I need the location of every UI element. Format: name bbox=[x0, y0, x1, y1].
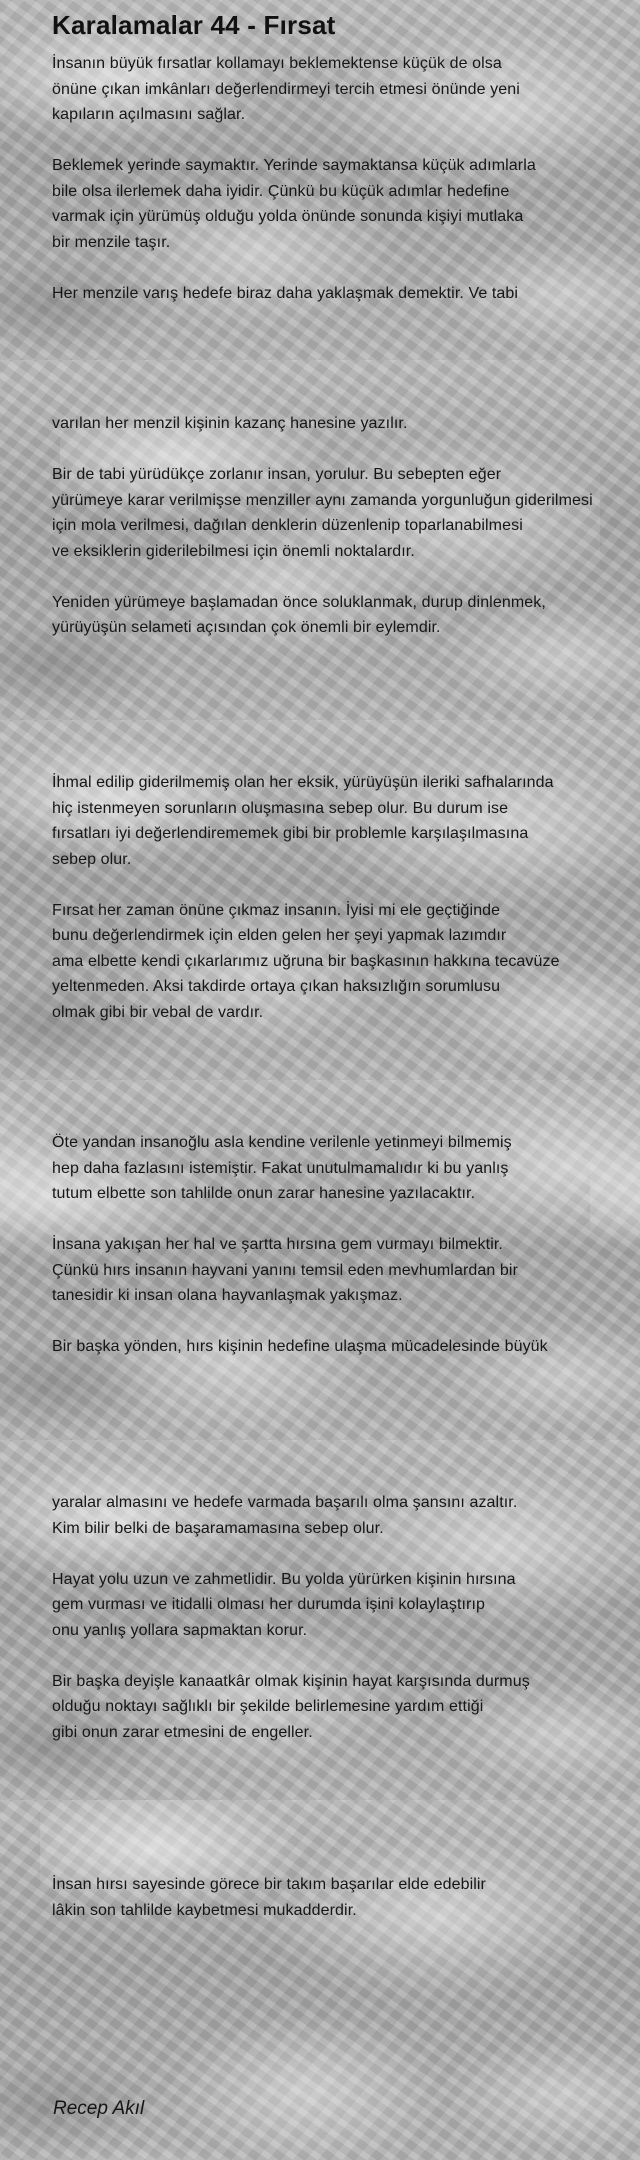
poem-paragraph: yaralar almasını ve hedefe varmada başarılı olma şansını azaltır. Kim bilir belki de başaramamasına sebep olur. bbox=[52, 1494, 518, 1537]
poem-paragraph: Bir başka deyişle kanaatkâr olmak kişinin hayat karşısında durmuş olduğu noktayı sağlıklı bir şekilde belirlemesine yardım ettiği gibi onun zarar etmesini de engeller. bbox=[52, 1672, 530, 1741]
poem-paragraph: Hayat yolu uzun ve zahmetlidir. Bu yolda yürürken kişinin hırsına gem vurması ve itidalli olması her durumda işini kolaylaştırıp onu yanlış yollara sapmaktan korur. bbox=[52, 1570, 516, 1639]
poem-author: Recep Akıl bbox=[53, 2098, 145, 2119]
poem-paragraph: Beklemek yerinde saymaktır. Yerinde saymaktansa küçük adımlarla bile olsa ilerlemek daha iyidir. Çünkü bu küçük adımlar hedefine varmak için yürümüş olduğu yolda önünde sonunda kişiyi mutlaka bir menzile taşır. bbox=[52, 157, 536, 251]
poem-paragraph: İnsana yakışan her hal ve şartta hırsına gem vurmayı bilmektir. Çünkü hırs insanın hayvani yanını temsil eden mevhumlardan bir tanesidir ki insan olana hayvanlaşmak yakışmaz. bbox=[52, 1236, 518, 1304]
poem-paragraph: İnsan hırsı sayesinde görece bir takım başarılar elde edebilir lâkin son tahlilde kaybetmesi mukadderdir. bbox=[52, 1876, 486, 1919]
poem-title: Karalamalar 44 - Fırsat bbox=[52, 10, 336, 40]
poem-paragraph: Her menzile varış hedefe biraz daha yaklaşmak demektir. Ve tabi bbox=[52, 284, 519, 302]
poem-paragraph: Bir başka yönden, hırs kişinin hedefine ulaşma mücadelesinde büyük bbox=[52, 1338, 548, 1355]
poem-paragraph: Fırsat her zaman önüne çıkmaz insanın. İyisi mi ele geçtiğinde bunu değerlendirmek için elden gelen her şeyi yapmak lazımdır ama elbette kendi çıkarlarımız uğruna bir başkasının hakkına tecavüze yeltenmeden. Aksi takdirde ortaya çıkan haksızlığın sorumlusu olmak gibi bir vebal de vardır. bbox=[52, 901, 560, 1021]
poem-paragraph: Bir de tabi yürüdükçe zorlanır insan, yorulur. Bu sebepten eğer yürümeye karar verilmişse menziller aynı zamanda yorgunluğun giderilmesi için mola verilmesi, dağılan denklerin düzenlenip toparlanabilmesi ve eksiklerin giderilebilmesi için önemli noktalardır. bbox=[52, 466, 593, 560]
poem-section bbox=[52, 51, 632, 306]
poem-paragraph: İnsanın büyük fırsatlar kollamayı beklemektense küçük de olsa önüne çıkan imkânları değerlendirmeyi tercih etmesi önünde yeni kapıların açılmasını sağlar. bbox=[52, 55, 520, 123]
poem-paragraph: varılan her menzil kişinin kazanç hanesine yazılır. bbox=[52, 415, 408, 432]
poem-section bbox=[52, 1490, 632, 1745]
poem-section bbox=[52, 411, 632, 641]
poem-paragraph: İhmal edilip giderilmemiş olan her eksik, yürüyüşün ileriki safhalarında hiç istenmeyen sorunların oluşmasına sebep olur. Bu durum ise fırsatları iyi değerlendirememek gibi bir problemle karşılaşılmasına sebep olur. bbox=[52, 774, 554, 868]
poem-section bbox=[52, 770, 632, 1025]
poem-paragraph: Yeniden yürümeye başlamadan önce soluklanmak, durup dinlenmek, yürüyüşün selameti açısından çok önemli bir eylemdir. bbox=[52, 593, 546, 636]
poem-section bbox=[52, 1130, 632, 1360]
poem-paragraph: Öte yandan insanoğlu asla kendine verilenle yetinmeyi bilmemiş hep daha fazlasını istemiştir. Fakat unutulmamalıdır ki bu yanlış tutum elbette son tahlilde onun zarar hanesine yazılacaktır. bbox=[52, 1134, 512, 1202]
poem-section bbox=[52, 1872, 632, 1923]
